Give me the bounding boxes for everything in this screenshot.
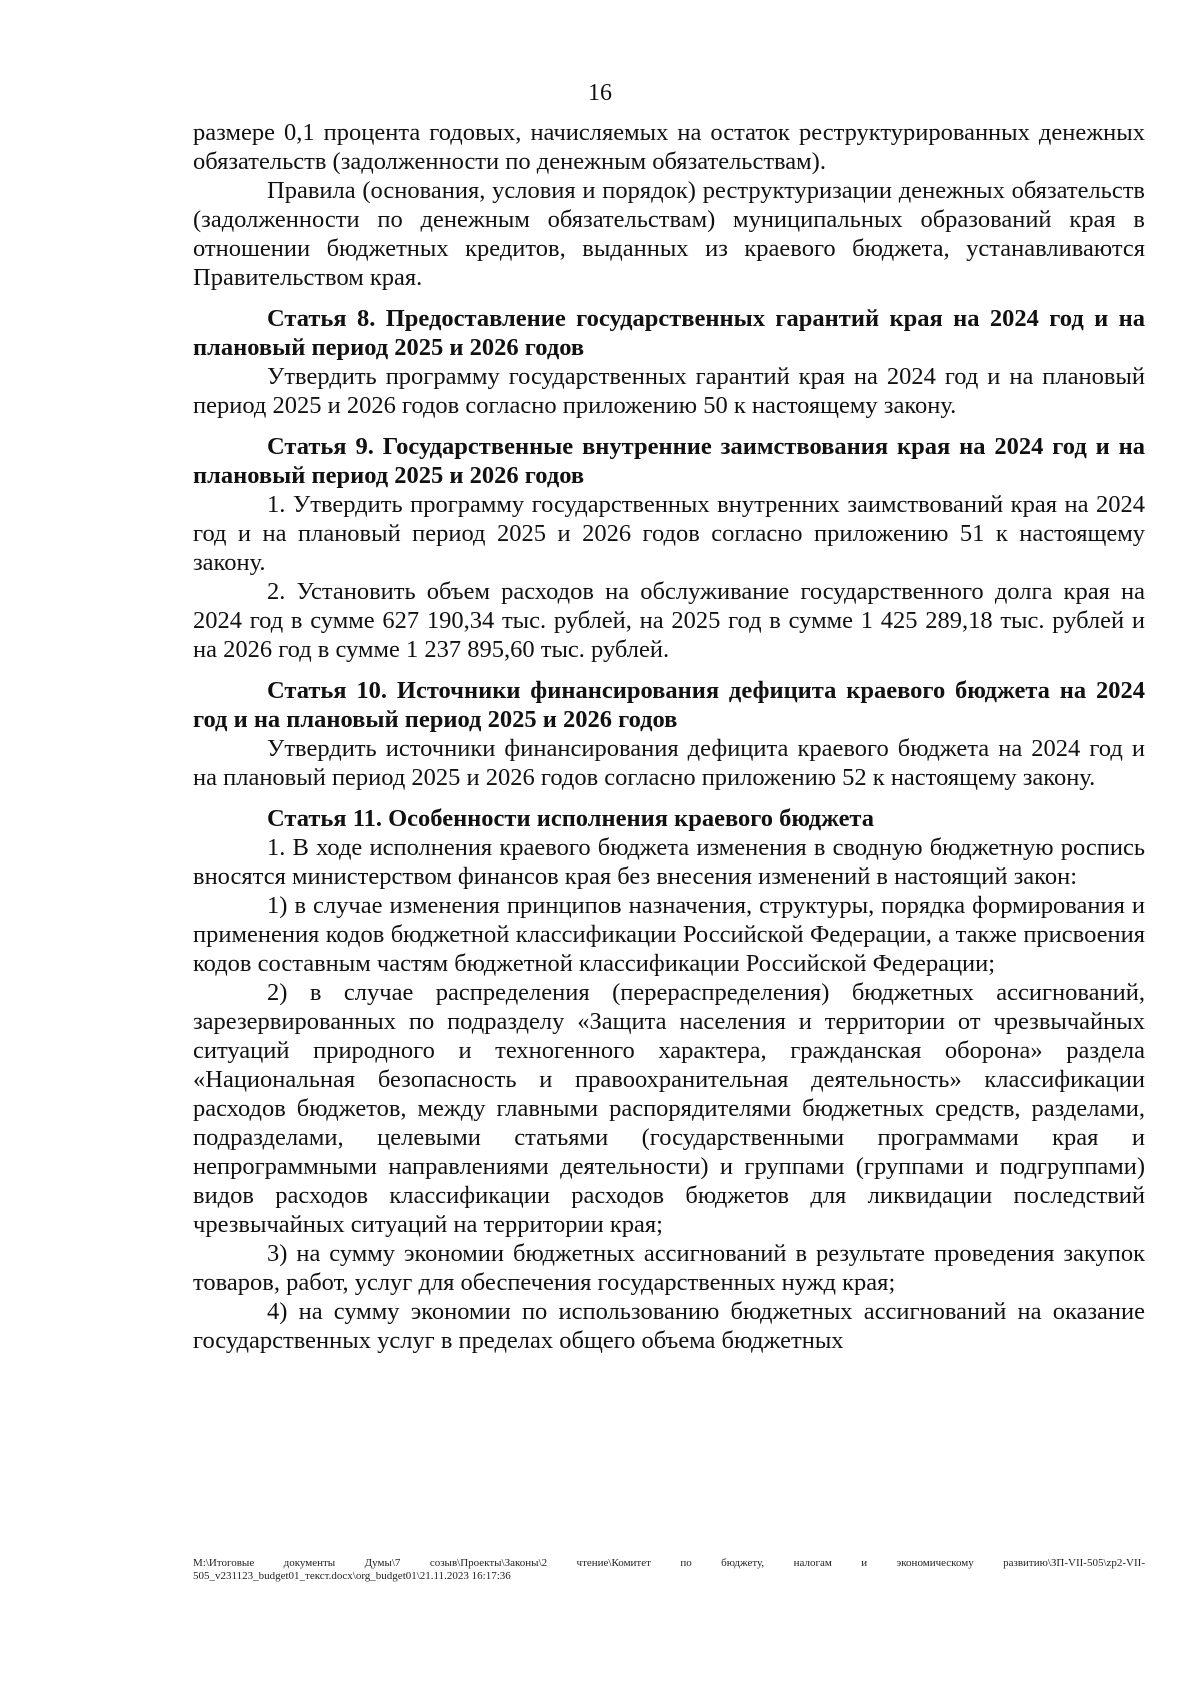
body-paragraph: 1. Утвердить программу государственных внутренних заимствований края на 2024 год и на плановый период 2025 и 2026 годов согласно приложению 51 к настоящему закону. [193,491,1145,576]
document-body [193,118,1145,1355]
file-path-footer: M:\Итоговые документы Думы\7 созыв\Проекты\Законы\2 чтение\Комитет по бюджету, налогам и экономическому развитию\ЗП-VII-505\zp2-VII-505_v231123_budget01_текст.docx\org_budget01\21.11.2023 16:17:36 [193,1557,1145,1582]
body-paragraph: размере 0,1 процента годовых, начисляемых на остаток реструктурированных денежных обязательств (задолженности по денежным обязательствам). [193,119,1145,175]
page-number: 16 [588,80,612,106]
body-paragraph: Утвердить программу государственных гарантий края на 2024 год и на плановый период 2025 и 2026 годов согласно приложению 50 к настоящему закону. [193,363,1145,419]
article-heading: Статья 9. Государственные внутренние заимствования края на 2024 год и на плановый период 2025 и 2026 годов [193,433,1145,489]
body-paragraph: 3) на сумму экономии бюджетных ассигнований в результате проведения закупок товаров, работ, услуг для обеспечения государственных нужд края; [193,1240,1145,1296]
body-paragraph: 1) в случае изменения принципов назначения, структуры, порядка формирования и применения кодов бюджетной классификации Российской Федерации, а также присвоения кодов составным частям бюджетной классификации Российской Федерации; [193,892,1145,977]
body-paragraph: Утвердить источники финансирования дефицита краевого бюджета на 2024 год и на плановый период 2025 и 2026 годов согласно приложению 52 к настоящему закону. [193,735,1145,791]
body-paragraph: 2. Установить объем расходов на обслуживание государственного долга края на 2024 год в сумме 627 190,34 тыс. рублей, на 2025 год в сумме 1 425 289,18 тыс. рублей и на 2026 год в сумме 1 237 895,60 тыс. рублей. [193,578,1145,663]
body-paragraph: 2) в случае распределения (перераспределения) бюджетных ассигнований, зарезервированных по подразделу «Защита населения и территории от чрезвычайных ситуаций природного и техногенного характера, гражданская оборона» раздела «Национальная безопасность и правоохранительная деятельность» классификации расходов бюджетов, между главными распорядителями бюджетных средств, разделами, подразделами, целевыми статьями (государственными программами края и непрограммными направлениями деятельности) и группами (группами и подгруппами) видов расходов классификации расходов бюджетов для ликвидации последствий чрезвычайных ситуаций на территории края; [193,979,1145,1238]
article-heading: Статья 8. Предоставление государственных гарантий края на 2024 год и на плановый период 2025 и 2026 годов [193,305,1145,361]
article-heading: Статья 11. Особенности исполнения краевого бюджета [267,805,875,832]
body-paragraph: 4) на сумму экономии по использованию бюджетных ассигнований на оказание государственных услуг в пределах общего объема бюджетных [193,1298,1145,1354]
body-paragraph: 1. В ходе исполнения краевого бюджета изменения в сводную бюджетную роспись вносятся министерством финансов края без внесения изменений в настоящий закон: [193,834,1145,890]
body-paragraph: Правила (основания, условия и порядок) реструктуризации денежных обязательств (задолженности по денежным обязательствам) муниципальных образований края в отношении бюджетных кредитов, выданных из краевого бюджета, устанавливаются Правительством края. [193,177,1145,291]
article-heading: Статья 10. Источники финансирования дефицита краевого бюджета на 2024 год и на плановый период 2025 и 2026 годов [193,677,1145,733]
